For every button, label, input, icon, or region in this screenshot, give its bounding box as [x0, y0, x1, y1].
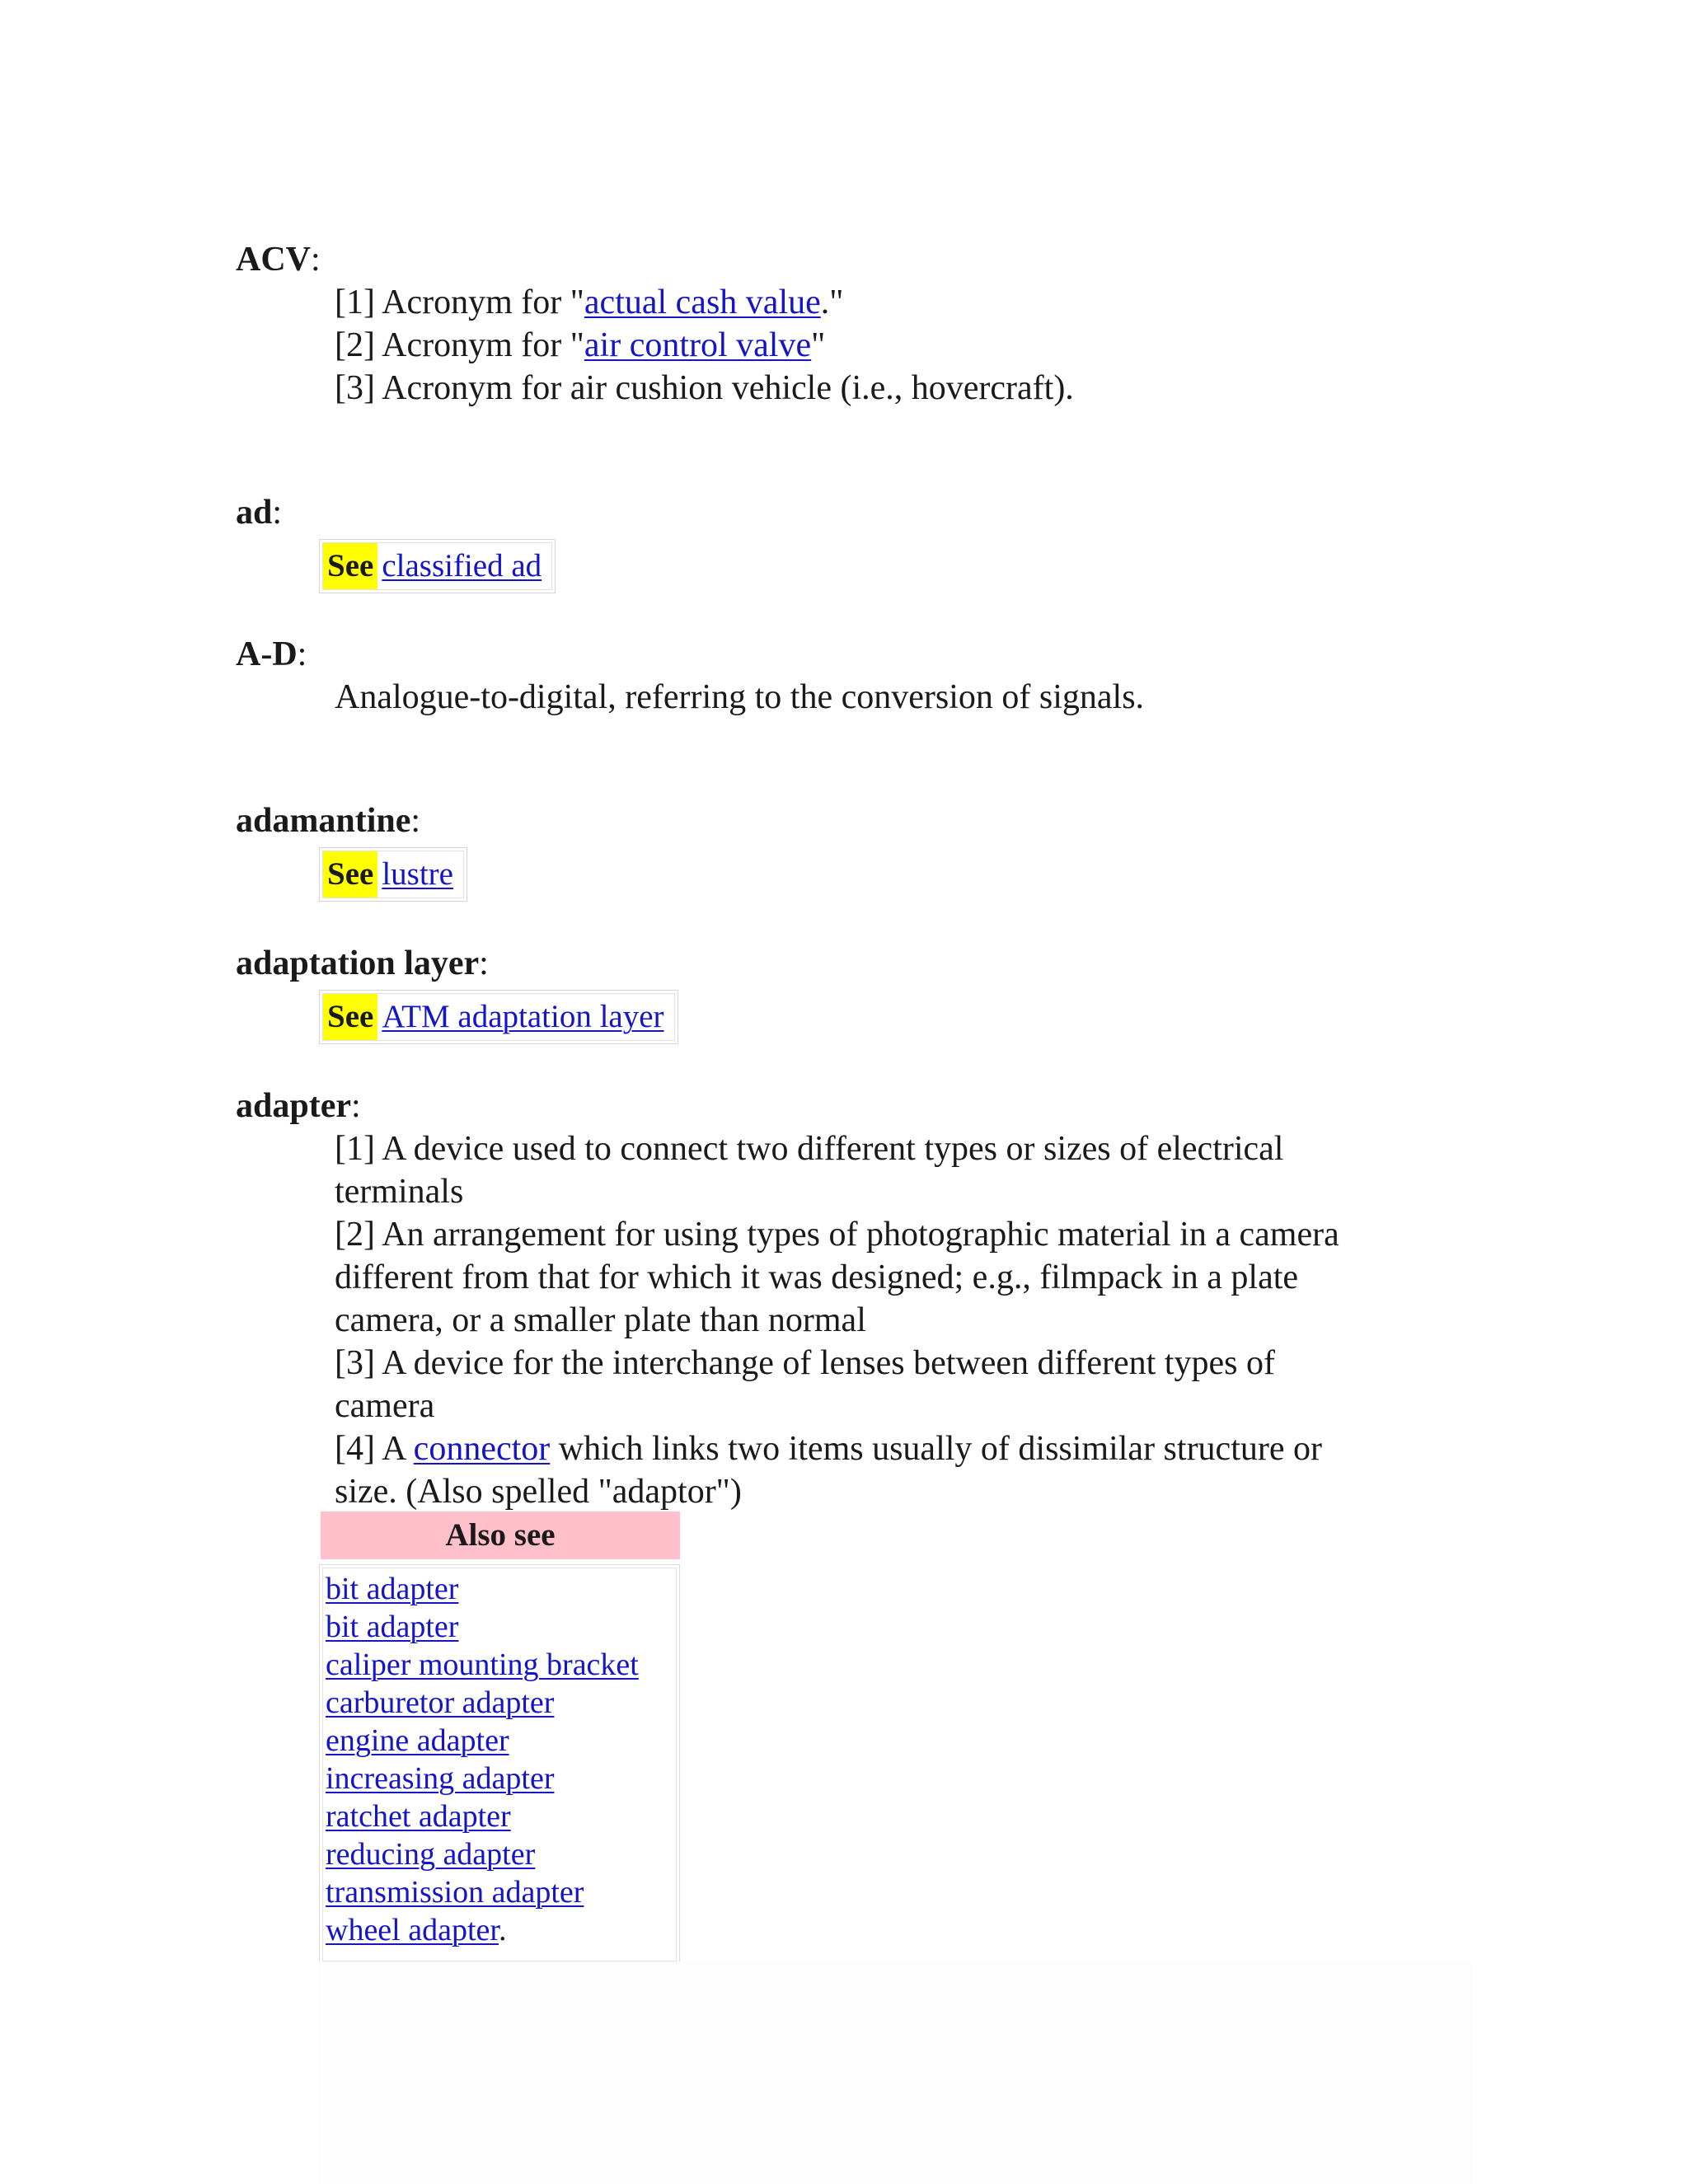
- term: ad: [236, 494, 273, 532]
- term: adapter: [236, 1087, 351, 1125]
- definition-1: [1] Acronym for "actual cash value.": [335, 284, 844, 321]
- link-connector[interactable]: connector: [413, 1430, 551, 1468]
- see-label: See: [323, 543, 377, 589]
- link-carburetor-adapter[interactable]: carburetor adapter: [326, 1685, 555, 1720]
- entry-heading: A-D:: [236, 635, 307, 673]
- definition-3: [3] Acronym for air cushion vehicle (i.e., hovercraft).: [335, 369, 1074, 407]
- link-bit-adapter[interactable]: bit adapter: [326, 1572, 459, 1606]
- definition-4-cont: size. (Also spelled "adaptor"): [335, 1473, 742, 1511]
- link-transmission-adapter[interactable]: transmission adapter: [326, 1875, 584, 1910]
- definitions: [335, 676, 1472, 719]
- term: adaptation layer: [236, 944, 480, 982]
- entry-heading: ad:: [236, 494, 283, 532]
- entry-heading: adamantine:: [236, 802, 421, 840]
- link-engine-adapter[interactable]: engine adapter: [326, 1723, 509, 1758]
- link-bit-adapter[interactable]: bit adapter: [326, 1610, 459, 1644]
- definition-3: [3] A device for the interchange of lenses between different types of: [335, 1344, 1275, 1382]
- term: adamantine: [236, 802, 411, 840]
- term: ACV: [236, 241, 311, 279]
- entry-heading: adaptation layer:: [236, 944, 489, 982]
- list-item: wheel adapter.: [326, 1913, 507, 1947]
- definitions: [335, 1127, 1472, 1513]
- also-see-header: Also see: [321, 1511, 680, 1559]
- definition-2-cont: different from that for which it was designed; e.g., filmpack in a plate: [335, 1258, 1299, 1296]
- entry-ad: [236, 491, 1472, 593]
- list-item: [326, 1835, 676, 1873]
- definition-2-cont: camera, or a smaller plate than normal: [335, 1301, 866, 1339]
- list-item: [326, 1722, 676, 1760]
- link-classified-ad[interactable]: classified ad: [382, 548, 542, 583]
- list-item: [326, 1684, 676, 1722]
- list-item: [326, 1873, 676, 1911]
- term: A-D: [236, 635, 298, 673]
- link-air-control-valve[interactable]: air control valve: [584, 326, 812, 364]
- link-reducing-adapter[interactable]: reducing adapter: [326, 1837, 536, 1872]
- link-caliper-mounting-bracket[interactable]: caliper mounting bracket: [326, 1647, 639, 1682]
- entry-acv: [236, 238, 1472, 410]
- entry-adapter: [236, 1085, 1472, 1513]
- link-actual-cash-value[interactable]: actual cash value: [584, 284, 821, 321]
- list-item: [326, 1570, 676, 1608]
- see-label: See: [323, 851, 377, 898]
- definition-1-cont: terminals: [335, 1173, 464, 1211]
- link-increasing-adapter[interactable]: increasing adapter: [326, 1761, 555, 1796]
- definition-1: [1] A device used to connect two different types or sizes of electrical: [335, 1130, 1284, 1168]
- entry-a-d: [236, 633, 1472, 719]
- entry-adamantine: [236, 799, 1472, 902]
- list-item: [326, 1646, 676, 1684]
- definition-3-cont: camera: [335, 1387, 435, 1425]
- list-item: [326, 1608, 676, 1646]
- definition-2: [2] Acronym for "air control valve": [335, 326, 826, 364]
- also-see-box: [319, 1511, 680, 1963]
- entry-heading: ACV:: [236, 241, 321, 279]
- see-reference: [319, 847, 467, 902]
- definition-2: [2] An arrangement for using types of photographic material in a camera: [335, 1216, 1339, 1254]
- definition-4: [4] A connector which links two items usually of dissimilar structure or: [335, 1430, 1322, 1468]
- entry-adaptation-layer: [236, 942, 1472, 1044]
- see-reference: [319, 539, 556, 593]
- definitions: [335, 281, 1472, 410]
- see-label: See: [323, 994, 377, 1040]
- also-see-list: [319, 1564, 680, 1963]
- link-lustre[interactable]: lustre: [382, 856, 453, 892]
- link-ratchet-adapter[interactable]: ratchet adapter: [326, 1799, 511, 1834]
- list-item: [326, 1797, 676, 1835]
- entry-heading: adapter:: [236, 1087, 361, 1125]
- link-wheel-adapter[interactable]: wheel adapter: [326, 1913, 499, 1947]
- link-atm-adaptation-layer[interactable]: ATM adaptation layer: [382, 999, 664, 1034]
- see-reference: [319, 990, 678, 1044]
- page-background-column: [319, 1961, 1473, 2184]
- list-item: [326, 1760, 676, 1797]
- definition: Analogue-to-digital, referring to the conversion of signals.: [335, 678, 1145, 716]
